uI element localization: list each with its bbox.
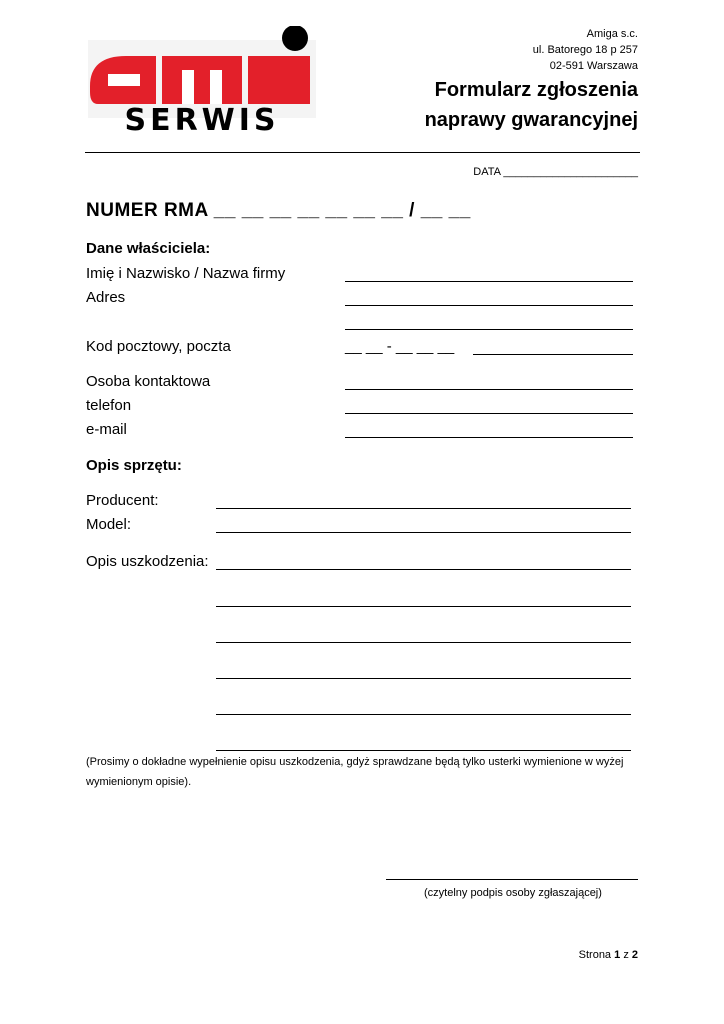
model-label: Model: [86, 516, 132, 533]
damage-label: Opis uszkodzenia: [86, 553, 209, 570]
email-line[interactable] [345, 437, 633, 438]
company-city: 02-591 Warszawa [549, 60, 638, 72]
address-line-2[interactable] [345, 329, 633, 330]
header-divider [85, 152, 640, 153]
producer-line[interactable] [216, 508, 631, 509]
signature-line[interactable] [386, 879, 638, 880]
contact-person-line[interactable] [345, 389, 633, 390]
owner-section-heading: Dane właściciela: [86, 240, 211, 257]
of-word: z [623, 949, 629, 961]
damage-line-6[interactable] [216, 750, 631, 751]
postal-label: Kod pocztowy, poczta [86, 338, 231, 355]
damage-line-5[interactable] [216, 714, 631, 715]
page-word: Strona [578, 949, 612, 961]
post-office-line[interactable] [473, 354, 633, 355]
company-street: ul. Batorego 18 p 257 [532, 44, 638, 56]
company-name: Amiga s.c. [586, 28, 638, 40]
form-title-line1: Formularz zgłoszenia [434, 79, 638, 101]
postal-code-mask[interactable]: __ __ - __ __ __ [345, 338, 455, 355]
rma-number-field[interactable]: NUMER RMA __ __ __ __ __ __ __ / __ __ [86, 200, 471, 221]
damage-line-4[interactable] [216, 678, 631, 679]
owner-name-label: Imię i Nazwisko / Nazwa firmy [86, 265, 286, 282]
address-label: Adres [86, 289, 126, 306]
date-field[interactable]: DATA ______________________ [473, 166, 638, 178]
phone-line[interactable] [345, 413, 633, 414]
page-number [579, 949, 638, 961]
contact-person-label: Osoba kontaktowa [86, 373, 211, 390]
form-title-line2: naprawy gwarancyjnej [424, 109, 638, 131]
ami-serwis-logo [88, 26, 316, 134]
logo-serwis-text: SERWIS [124, 103, 280, 134]
damage-line-2[interactable] [216, 606, 631, 607]
damage-line-1[interactable] [216, 569, 631, 570]
signature-caption: (czytelny podpis osoby zgłaszającej) [424, 887, 602, 899]
damage-line-3[interactable] [216, 642, 631, 643]
total-pages: 2 [631, 949, 638, 961]
current-page: 1 [614, 949, 621, 961]
equipment-section-heading: Opis sprzętu: [86, 457, 182, 474]
damage-description-note: (Prosimy o dokładne wypełnienie opisu uszkodzenia, gdyż sprawdzane będą tylko usterki wymienione w wyżej wymienionym opisie). [86, 756, 624, 788]
owner-name-line[interactable] [345, 281, 633, 282]
address-line-1[interactable] [345, 305, 633, 306]
email-label: e-mail [86, 421, 127, 438]
model-line[interactable] [216, 532, 631, 533]
producer-label: Producent: [86, 492, 159, 509]
phone-label: telefon [86, 397, 132, 414]
